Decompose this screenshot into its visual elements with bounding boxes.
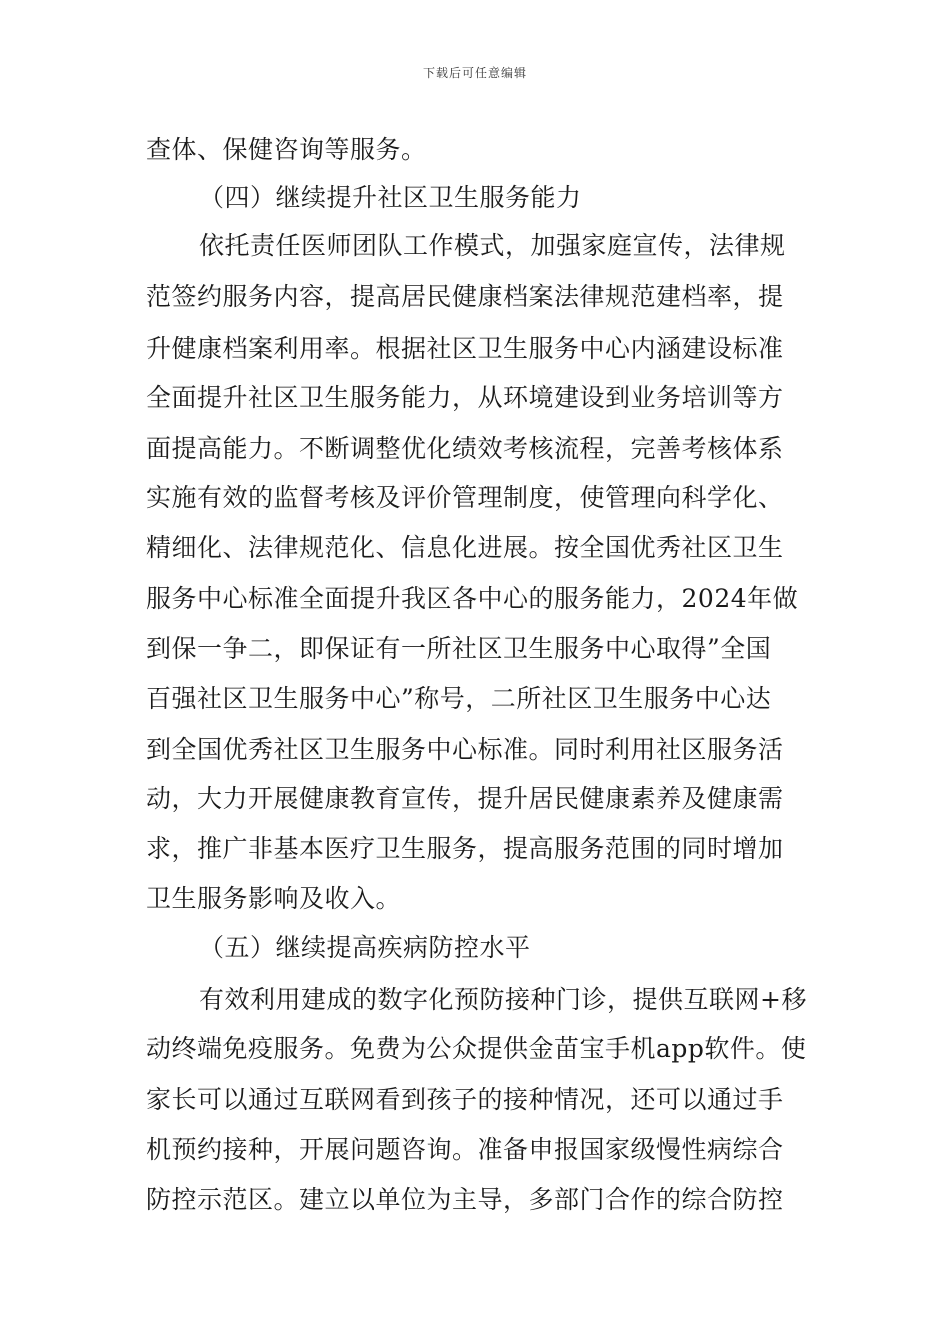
text-line: 实施有效的监督考核及评价管理制度，使管理向科学化、 (146, 483, 784, 512)
section-heading: （四）继续提升社区卫生服务能力 (199, 183, 582, 212)
text-line: 全面提升社区卫生服务能力，从环境建设到业务培训等方 (146, 383, 784, 412)
text-line: 依托责任医师团队工作模式，加强家庭宣传，法律规 (199, 231, 786, 260)
text-line: 求，推广非基本医疗卫生服务，提高服务范围的同时增加 (146, 834, 784, 863)
text-line: 精细化、法律规范化、信息化进展。按全国优秀社区卫生 (146, 533, 784, 562)
text-line: 有效利用建成的数字化预防接种门诊，提供互联网+移 (199, 985, 807, 1014)
text-line: 升健康档案利用率。根据社区卫生服务中心内涵建设标准 (146, 334, 784, 363)
text-line: 查体、保健咨询等服务。 (146, 135, 427, 164)
text-line: 动终端免疫服务。免费为公众提供金苗宝手机app软件。使 (146, 1034, 807, 1063)
text-line: 到保一争二，即保证有一所社区卫生服务中心取得”全国 (146, 634, 772, 663)
text-line: 卫生服务影响及收入。 (146, 884, 402, 913)
page-header: 下载后可任意编辑 (422, 66, 527, 80)
text-line: 范签约服务内容，提高居民健康档案法律规范建档率，提 (146, 282, 784, 311)
section-heading: （五）继续提高疾病防控水平 (199, 933, 531, 962)
text-line: 服务中心标准全面提升我区各中心的服务能力，2024年做 (146, 584, 799, 613)
text-line: 机预约接种，开展问题咨询。准备申报国家级慢性病综合 (146, 1135, 784, 1164)
text-line: 防控示范区。建立以单位为主导，多部门合作的综合防控 (146, 1185, 784, 1214)
text-line: 面提高能力。不断调整优化绩效考核流程，完善考核体系 (146, 434, 784, 463)
text-line: 家长可以通过互联网看到孩子的接种情况，还可以通过手 (146, 1085, 784, 1114)
text-line: 动，大力开展健康教育宣传，提升居民健康素养及健康需 (146, 784, 784, 813)
text-line: 到全国优秀社区卫生服务中心标准。同时利用社区服务活 (146, 735, 784, 764)
text-line: 百强社区卫生服务中心”称号，二所社区卫生服务中心达 (146, 684, 772, 713)
